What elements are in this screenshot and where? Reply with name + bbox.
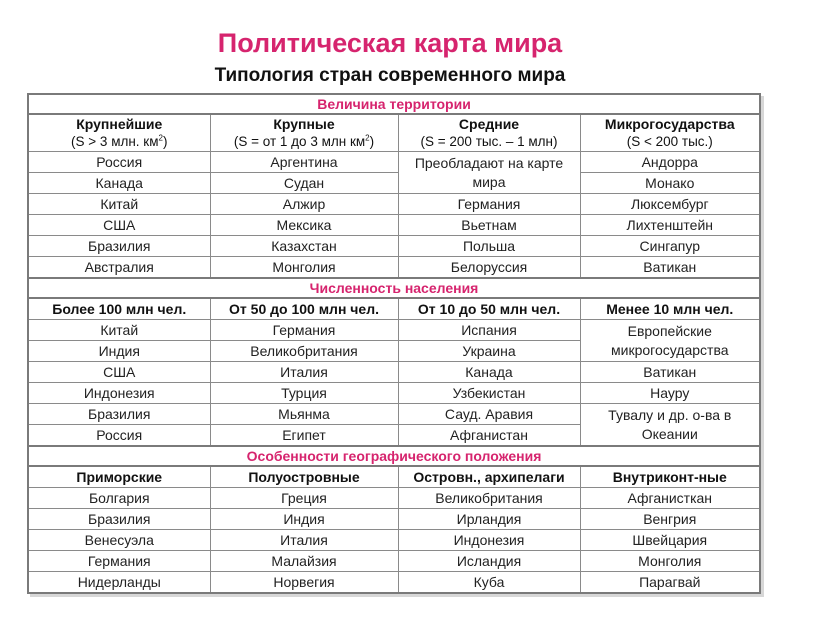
table-cell: Ирландия bbox=[398, 509, 580, 530]
column-header bbox=[28, 114, 210, 152]
table-cell: Венгрия bbox=[580, 509, 760, 530]
table-cell: Венесуэла bbox=[28, 530, 210, 551]
area-text: (S = 200 тыс. – 1 млн) bbox=[420, 134, 558, 149]
table-row bbox=[28, 572, 760, 594]
table-row bbox=[28, 530, 760, 551]
table-cell: Ватикан bbox=[580, 257, 760, 279]
table-cell: Андорра bbox=[580, 152, 760, 173]
table-cell: Казахстан bbox=[210, 236, 398, 257]
column-header bbox=[398, 114, 580, 152]
area-text: 2 bbox=[158, 133, 163, 143]
table-cell: Германия bbox=[28, 551, 210, 572]
column-header: От 50 до 100 млн чел. bbox=[210, 298, 398, 320]
column-header bbox=[210, 114, 398, 152]
table-cell: Бразилия bbox=[28, 509, 210, 530]
section-heading: Численность населения bbox=[28, 278, 760, 298]
table-cell: Мьянма bbox=[210, 404, 398, 425]
table-cell: Вьетнам bbox=[398, 215, 580, 236]
section-heading: Величина территории bbox=[28, 94, 760, 114]
table-cell: Болгария bbox=[28, 488, 210, 509]
column-header: Менее 10 млн чел. bbox=[580, 298, 760, 320]
table-cell: США bbox=[28, 215, 210, 236]
table-row bbox=[28, 509, 760, 530]
table-cell: Сауд. Аравия bbox=[398, 404, 580, 425]
table-cell: Науру bbox=[580, 383, 760, 404]
header-row bbox=[28, 114, 760, 152]
column-header: Приморские bbox=[28, 466, 210, 488]
table-cell: Великобритания bbox=[398, 488, 580, 509]
table-cell: Люксембург bbox=[580, 194, 760, 215]
area-text: ) bbox=[162, 134, 168, 149]
table-row bbox=[28, 383, 760, 404]
table-cell: Индонезия bbox=[398, 530, 580, 551]
table-cell: Парагвай bbox=[580, 572, 760, 594]
table-cell: Узбекистан bbox=[398, 383, 580, 404]
column-header bbox=[580, 114, 760, 152]
table-cell: Германия bbox=[210, 320, 398, 341]
header-row bbox=[28, 298, 760, 320]
table-cell: США bbox=[28, 362, 210, 383]
table-row bbox=[28, 152, 760, 173]
table-cell: Монако bbox=[580, 173, 760, 194]
table-cell: Белоруссия bbox=[398, 257, 580, 279]
table-row bbox=[28, 551, 760, 572]
section-heading: Особенности географического положения bbox=[28, 446, 760, 466]
table-cell: Австралия bbox=[28, 257, 210, 279]
table-row bbox=[28, 257, 760, 279]
table-cell: Польша bbox=[398, 236, 580, 257]
table-cell: Афганистан bbox=[398, 425, 580, 447]
table-row bbox=[28, 215, 760, 236]
table-cell: Монголия bbox=[580, 551, 760, 572]
table-cell: Куба bbox=[398, 572, 580, 594]
table-cell: Ватикан bbox=[580, 362, 760, 383]
table-cell: Судан bbox=[210, 173, 398, 194]
table-cell: Алжир bbox=[210, 194, 398, 215]
area-text: ) bbox=[369, 134, 375, 149]
merged-cell: Тувалу и др. о-ва в Океании bbox=[580, 404, 760, 447]
column-header-area bbox=[583, 133, 758, 150]
table-row bbox=[28, 194, 760, 215]
table-cell: Канада bbox=[28, 173, 210, 194]
page-subtitle: Типология стран современного мира bbox=[214, 65, 566, 86]
column-header: Полуостровные bbox=[210, 466, 398, 488]
table-cell: Индонезия bbox=[28, 383, 210, 404]
column-header-label: Крупные bbox=[273, 116, 335, 132]
table-row bbox=[28, 173, 760, 194]
table-row bbox=[28, 362, 760, 383]
header-row bbox=[28, 466, 760, 488]
column-header: От 10 до 50 млн чел. bbox=[398, 298, 580, 320]
table-cell: Норвегия bbox=[210, 572, 398, 594]
column-header-label: Микрогосударства bbox=[604, 116, 735, 132]
table-row bbox=[28, 488, 760, 509]
table-cell: Монголия bbox=[210, 257, 398, 279]
table-cell: Индия bbox=[210, 509, 398, 530]
table-cell: Россия bbox=[28, 152, 210, 173]
table-cell: Мексика bbox=[210, 215, 398, 236]
merged-cell: Преобладают на карте мира bbox=[398, 152, 580, 194]
table-cell: Индия bbox=[28, 341, 210, 362]
column-header: Более 100 млн чел. bbox=[28, 298, 210, 320]
column-header: Островн., архипелаги bbox=[398, 466, 580, 488]
column-header-area bbox=[401, 133, 578, 150]
column-header-label: Крупнейшие bbox=[76, 116, 163, 132]
table-row bbox=[28, 404, 760, 425]
table-cell: Италия bbox=[210, 530, 398, 551]
table-cell: Китай bbox=[28, 320, 210, 341]
table-cell: Аргентина bbox=[210, 152, 398, 173]
table-cell: Лихтенштейн bbox=[580, 215, 760, 236]
table-cell: Нидерланды bbox=[28, 572, 210, 594]
area-text: (S < 200 тыс.) bbox=[626, 134, 713, 149]
table-cell: Канада bbox=[398, 362, 580, 383]
section-row bbox=[28, 94, 760, 114]
table-cell: Германия bbox=[398, 194, 580, 215]
table-row bbox=[28, 320, 760, 341]
table-cell: Греция bbox=[210, 488, 398, 509]
table-cell: Бразилия bbox=[28, 404, 210, 425]
table-cell: Афганисткан bbox=[580, 488, 760, 509]
page-title: Политическая карта мира bbox=[217, 28, 563, 58]
table-cell: Украина bbox=[398, 341, 580, 362]
table-cell: Швейцария bbox=[580, 530, 760, 551]
typology-table bbox=[27, 93, 761, 594]
section-row bbox=[28, 446, 760, 466]
area-text: (S > 3 млн. км bbox=[71, 134, 159, 149]
table-cell: Бразилия bbox=[28, 236, 210, 257]
column-header-label: Средние bbox=[458, 116, 520, 132]
area-text: 2 bbox=[365, 133, 370, 143]
table-cell: Испания bbox=[398, 320, 580, 341]
column-header-area bbox=[213, 133, 396, 150]
table-cell: Италия bbox=[210, 362, 398, 383]
table-row bbox=[28, 236, 760, 257]
table-cell: Великобритания bbox=[210, 341, 398, 362]
section-row bbox=[28, 278, 760, 298]
table-cell: Китай bbox=[28, 194, 210, 215]
merged-cell: Европейские микрогосударства bbox=[580, 320, 760, 362]
table-cell: Сингапур bbox=[580, 236, 760, 257]
table-cell: Россия bbox=[28, 425, 210, 447]
table-cell: Турция bbox=[210, 383, 398, 404]
table-cell: Египет bbox=[210, 425, 398, 447]
area-text: (S = от 1 до 3 млн км bbox=[233, 134, 366, 149]
column-header: Внутриконт-ные bbox=[580, 466, 760, 488]
table-cell: Исландия bbox=[398, 551, 580, 572]
column-header-area bbox=[31, 133, 208, 150]
table-cell: Малайзия bbox=[210, 551, 398, 572]
